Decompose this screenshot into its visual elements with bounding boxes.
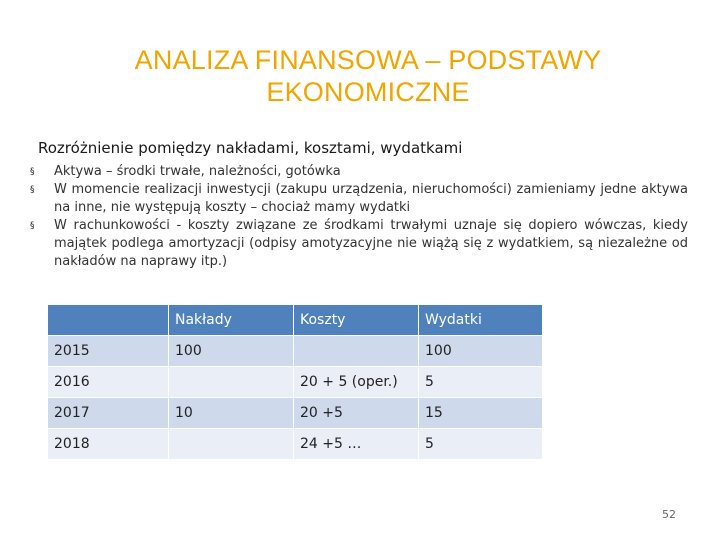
bullet-text: W momencie realizacji inwestycji (zakupu urządzenia, nieruchomości) zamieniamy jedne aktywa na inne, nie występują koszty – chociaż mamy wydatki	[54, 182, 688, 215]
bullet-marker: §	[30, 221, 35, 231]
slide-title-line-2: EKONOMICZNE	[266, 77, 470, 107]
cell-koszty: 24 +5 …	[294, 429, 419, 460]
bullet-marker: §	[30, 167, 35, 177]
cell-koszty: 20 +5	[294, 398, 419, 429]
table-row	[48, 398, 542, 429]
cost-comparison-table	[48, 305, 542, 459]
cell-wydatki: 15	[419, 398, 543, 429]
table-header-row	[48, 305, 542, 336]
cell-nakłady	[169, 367, 294, 398]
cell-nakłady: 100	[169, 336, 294, 367]
header-cell-year	[48, 305, 169, 336]
cell-year: 2017	[48, 398, 169, 429]
bullet-item	[30, 181, 688, 217]
cell-wydatki: 100	[419, 336, 543, 367]
bullet-item	[30, 217, 688, 271]
header-cell-wydatki: Wydatki	[419, 305, 543, 336]
bullet-list	[30, 163, 688, 271]
cell-wydatki: 5	[419, 367, 543, 398]
table-row	[48, 429, 542, 460]
bullet-marker: §	[30, 185, 35, 195]
cell-wydatki: 5	[419, 429, 543, 460]
cell-year: 2018	[48, 429, 169, 460]
header-cell-nakłady: Nakłady	[169, 305, 294, 336]
bullet-text: Aktywa – środki trwałe, należności, gotówka	[54, 164, 341, 179]
cell-nakłady	[169, 429, 294, 460]
bullet-item	[30, 163, 688, 181]
cell-year: 2015	[48, 336, 169, 367]
header-cell-koszty: Koszty	[294, 305, 419, 336]
section-heading: Rozróżnienie pomiędzy nakładami, kosztami, wydatkami	[38, 139, 463, 157]
page-number: 52	[662, 508, 676, 521]
slide-title	[0, 44, 720, 108]
slide-title-line-1: ANALIZA FINANSOWA – PODSTAWY	[134, 45, 602, 75]
cell-nakłady: 10	[169, 398, 294, 429]
table-row	[48, 367, 542, 398]
table-row	[48, 336, 542, 367]
cell-koszty: 20 + 5 (oper.)	[294, 367, 419, 398]
bullet-text: W rachunkowości - koszty związane ze środkami trwałymi uznaje się dopiero wówczas, kiedy majątek podlega amortyzacji (odpisy amotyzacyjne nie wiążą się z wydatkiem, są niezależne od nakładów na naprawy itp.)	[54, 218, 688, 269]
cell-year: 2016	[48, 367, 169, 398]
cell-koszty	[294, 336, 419, 367]
